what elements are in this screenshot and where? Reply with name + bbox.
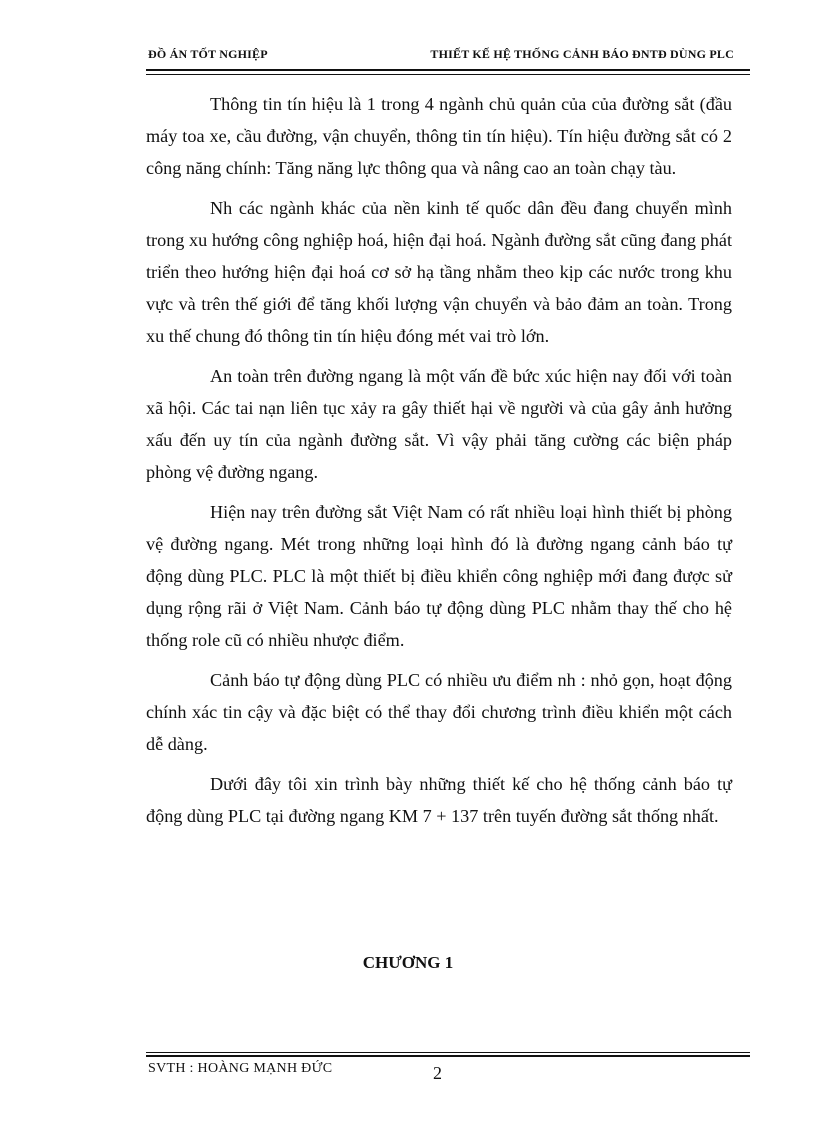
page-header (148, 47, 734, 65)
paragraph: Nh các ngành khác của nền kinh tế quốc dân đều đang chuyển mình trong xu hướng công nghiệp hoá, hiện đại hoá. Ngành đường sắt cũng đang phát triển theo hướng hiện đại hoá cơ sở hạ tầng nhằm theo kịp các nước trong khu vực và trên thế giới để tăng khối lượng vận chuyển và bảo đảm an toàn. Trong xu thế chung đó thông tin tín hiệu đóng mét vai trò lớn. (146, 198, 732, 346)
header-right-title: THIẾT KẾ HỆ THỐNG CẢNH BÁO ĐNTĐ DÙNG PLC (430, 47, 734, 61)
footer-author: SVTH : HOÀNG MẠNH ĐỨC (148, 1061, 333, 1076)
paragraph: An toàn trên đường ngang là một vấn đề bức xúc hiện nay đối với toàn xã hội. Các tai nạn liên tục xảy ra gây thiết hại về người và của gây ảnh hưởng xấu đến uy tín của ngành đường sắt. Vì vậy phải tăng cường các biện pháp phòng vệ đường ngang. (146, 366, 732, 482)
paragraph: Hiện nay trên đường sắt Việt Nam có rất nhiều loại hình thiết bị phòng vệ đường ngang. Mét trong những loại hình đó là đường ngang cảnh báo tự động dùng PLC. PLC là một thiết bị điều khiển công nghiệp mới đang được sử dụng rộng rãi ở Việt Nam. Cảnh báo tự động dùng PLC nhằm thay thế cho hệ thống role cũ có nhiều nhược điểm. (146, 502, 732, 650)
footer-rule-thick (146, 1055, 750, 1057)
footer-rule-thin (146, 1052, 750, 1053)
body-text (146, 88, 732, 840)
page-number: 2 (433, 1063, 442, 1083)
paragraph: Cảnh báo tự động dùng PLC có nhiều ưu điểm nh : nhỏ gọn, hoạt động chính xác tin cậy và đặc biệt có thể thay đổi chương trình điều khiển một cách dễ dàng. (146, 670, 732, 754)
header-left-title: ĐỒ ÁN TỐT NGHIỆP (148, 47, 268, 61)
page-footer (148, 1061, 734, 1081)
paragraph: Thông tin tín hiệu là 1 trong 4 ngành chủ quản của của đường sắt (đầu máy toa xe, cầu đường, vận chuyển, thông tin tín hiệu). Tín hiệu đường sắt có 2 công năng chính: Tăng năng lực thông qua và nâng cao an toàn chạy tàu. (146, 94, 732, 178)
chapter-heading: CHƯƠNG 1 (362, 953, 454, 972)
paragraph: Dưới đây tôi xin trình bày những thiết kế cho hệ thống cảnh báo tự động dùng PLC tại đường ngang KM 7 + 137 trên tuyến đường sắt thống nhất. (146, 774, 732, 826)
header-rule-thick (146, 69, 750, 71)
header-rule-thin (146, 74, 750, 75)
